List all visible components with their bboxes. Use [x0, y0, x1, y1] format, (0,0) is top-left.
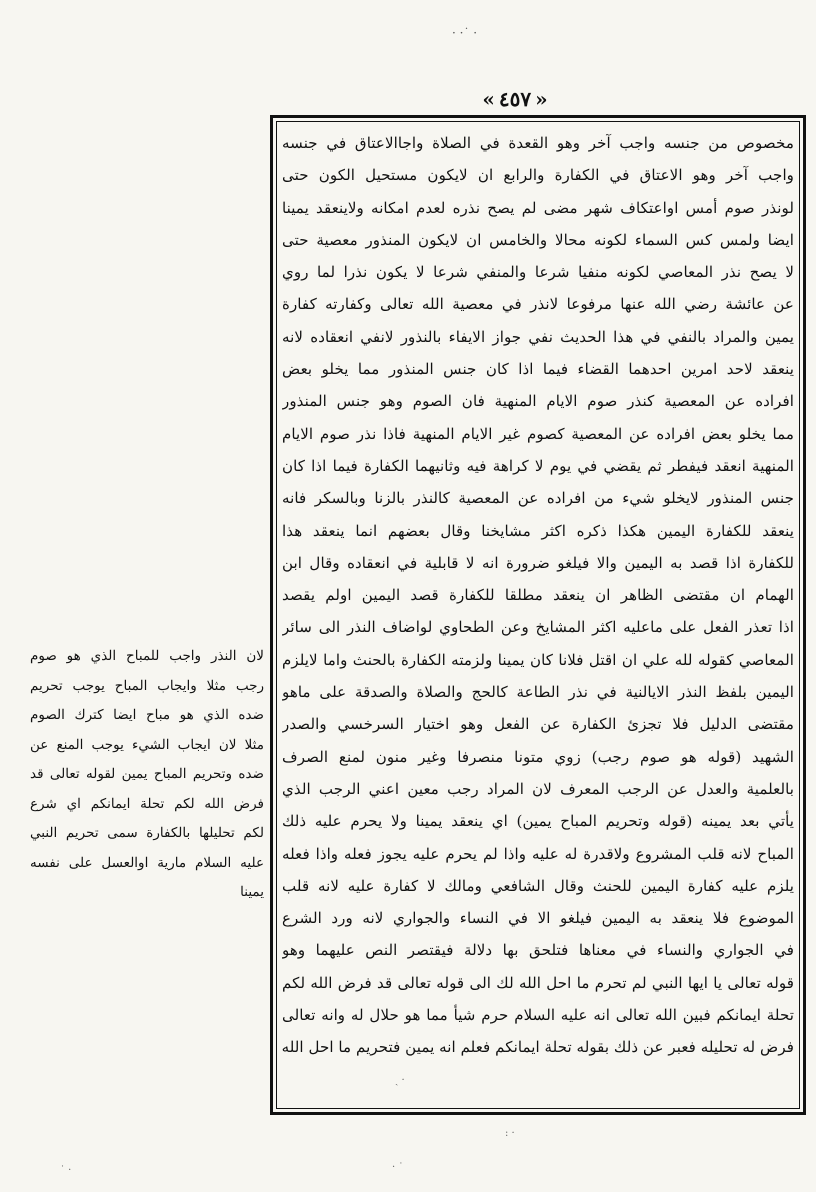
- margin-note-line: ضده وتحريم المباح يمين لقوله تعالى قد: [30, 766, 264, 782]
- margin-note-line: رجب مثلا وايجاب المباح يوجب تحريم: [30, 677, 264, 694]
- main-text-line: قوله تعالى يا ايها النبي لم تحرم ما احل الله لك الى قوله تعالى قد فرض الله لكم: [282, 973, 794, 992]
- main-text-line: ينعقد للكفارة اليمين هكذا ذكره اكثر مشايخنا وقال بعضهم انما ينعقد هذا: [282, 521, 794, 540]
- scan-speck: · ˙: [392, 1162, 404, 1173]
- main-text-line: اذا تعذر الفعل على ماعليه اكثر المشايخ وعن الطحاوي لواضاف النذر الى سائر: [282, 618, 794, 637]
- main-text-block: [282, 127, 794, 1103]
- main-text-line: المنهية انعقد فيفطر ثم يقضي في يوم لا كراهة فيه وثانيهما الكفارة فيما اذا كان: [282, 456, 794, 475]
- margin-note-line: لكم تحليلها بالكفارة سمى تحريم النبي: [30, 825, 264, 841]
- margin-note-line: ضده الذي هو مباح ايضا كترك الصوم: [30, 707, 264, 723]
- main-text-line: في الجواري والنساء في معناها فتلحق بها دلالة فيقتصر النص عليهما وهو: [282, 941, 794, 960]
- main-text-line: يمين والمراد بالنفي في هذا الحديث نفي جواز الايفاء بالنذور لانفي انعقاده لانه: [282, 327, 794, 346]
- scan-speck-top: · ·˙ ·: [452, 26, 478, 40]
- main-text-line: يلزم عليه كفارة اليمين للحنث وقال الشافعي ومالك لا كفارة عليه لانه قلب: [282, 876, 794, 895]
- scan-speck: ˏ ·: [395, 1075, 405, 1086]
- margin-note-line: لان النذر واجب للمباح الذي هو صوم: [30, 648, 264, 664]
- main-text-line: المعاصي كقوله لله علي ان اقتل فلانا كان يمينا ولزمته الكفارة بالحنث واما لايلزم: [282, 650, 794, 669]
- main-text-line: الموضوع فلا ينعقد به اليمين فيلغو الا في النساء والجواري لانه ورد الشرع: [282, 909, 794, 928]
- main-text-line: فرض له تحليله فعبر عن ذلك بقوله تحلة ايمانكم فعلم انه يمين فتحريم ما احل الله: [282, 1038, 794, 1057]
- main-text-line: واجب آخر وهو الاعتاق في الكفارة والرابع ان لايكون مستحيل الكون حتى: [282, 166, 794, 185]
- margin-note-line: يمينا: [240, 884, 264, 900]
- main-text-line: ينعقد لاحد امرين احدهما القضاء فيما اذا كان جنس المنذور مما يخلو بعض: [282, 360, 794, 379]
- main-text-line: مما يخلو بعض افراده عن المعصية كصوم غير الايام المنهية فاذا نذر صوم الايام: [282, 424, 794, 443]
- main-text-line: افراده عن المعصية كنذر صوم الايام المنهية فان الصوم وهو جنس المنذور: [282, 392, 794, 411]
- margin-note-line: فرض الله لكم تحلة ايمانكم اي شرع: [30, 795, 264, 812]
- scan-speck: : ·: [505, 1128, 515, 1139]
- page-number: « ٤٥٧ »: [470, 84, 560, 114]
- main-text-line: المباح لانه قلب المشروع ولاقدرة له عليه واذا لم يحرم عليه يجوز فعله واذا فعله: [282, 844, 794, 863]
- margin-note-line: مثلا لان ايجاب الشيء يوجب المنع عن: [30, 736, 264, 753]
- main-text-line: تحلة ايمانكم فبين الله تعالى انه عليه السلام حرم شيأ مما هو حلال له وانه تعالى: [282, 1006, 794, 1025]
- main-text-line: مقتضى الدليل فلا تجزئ الكفارة عن الفعل وهو اختيار السرخسي والصدر: [282, 715, 794, 734]
- main-text-line: بالعلمية والعدل عن الرجب المعرف لان المراد رجب معين اعني الرجب الذي: [282, 779, 794, 798]
- scan-speck: ˙ ·: [60, 1165, 72, 1176]
- margin-note: [30, 642, 264, 942]
- main-text-line: ايضا ولمس كس السماء لكونه محالا والخامس ان لايكون المنذور معصية حتى: [282, 230, 794, 249]
- main-text-line: اليمين بلفظ النذر الايالنية في نذر الطاعة كالحج والصلاة والصدقة على ماهو: [282, 683, 794, 702]
- main-text-line: الشهيد (قوله هو صوم رجب) زوي متونا منصرفا وغير منون لمنع الصرف: [282, 747, 794, 766]
- margin-note-line: عليه السلام مارية اوالعسل على نفسه: [30, 854, 264, 871]
- main-text-line: الهمام ان مقتضى الظاهر ان ينعقد مطلقا للكفارة قصد اليمين اولم يقصد: [282, 586, 794, 605]
- main-text-line: لا يصح نذر المعاصي لكونه منفيا شرعا والمنفي شرعا لا يكون نذرا لما روي: [282, 263, 794, 282]
- main-text-line: عن عائشة رضي الله عنها مرفوعا لانذر في معصية الله تعالى وكفارته كفارة: [282, 295, 794, 314]
- main-text-line: للكفارة اذا قصد به اليمين والا فيلغو ضرورة انه لا قابلية في انعقاده وقال ابن: [282, 553, 794, 572]
- main-text-line: يأتي بعد يمينه (قوله وتحريم المباح يمين) اي ينعقد يمينا ولا يحرم عليه ذلك: [282, 812, 794, 831]
- main-text-line: لونذر صوم أمس اواعتكاف شهر مضى لم يصح نذره لعدم امكانه ولاينعقد يمينا: [282, 198, 794, 217]
- main-text-line: مخصوص من جنسه واجب آخر وهو القعدة في الصلاة واجاالاعتاق في جنسه: [282, 134, 794, 152]
- main-text-line: جنس المنذور لايخلو شيء من افراده عن المعصية كالنذر بالزنا وبالسكر فانه: [282, 489, 794, 508]
